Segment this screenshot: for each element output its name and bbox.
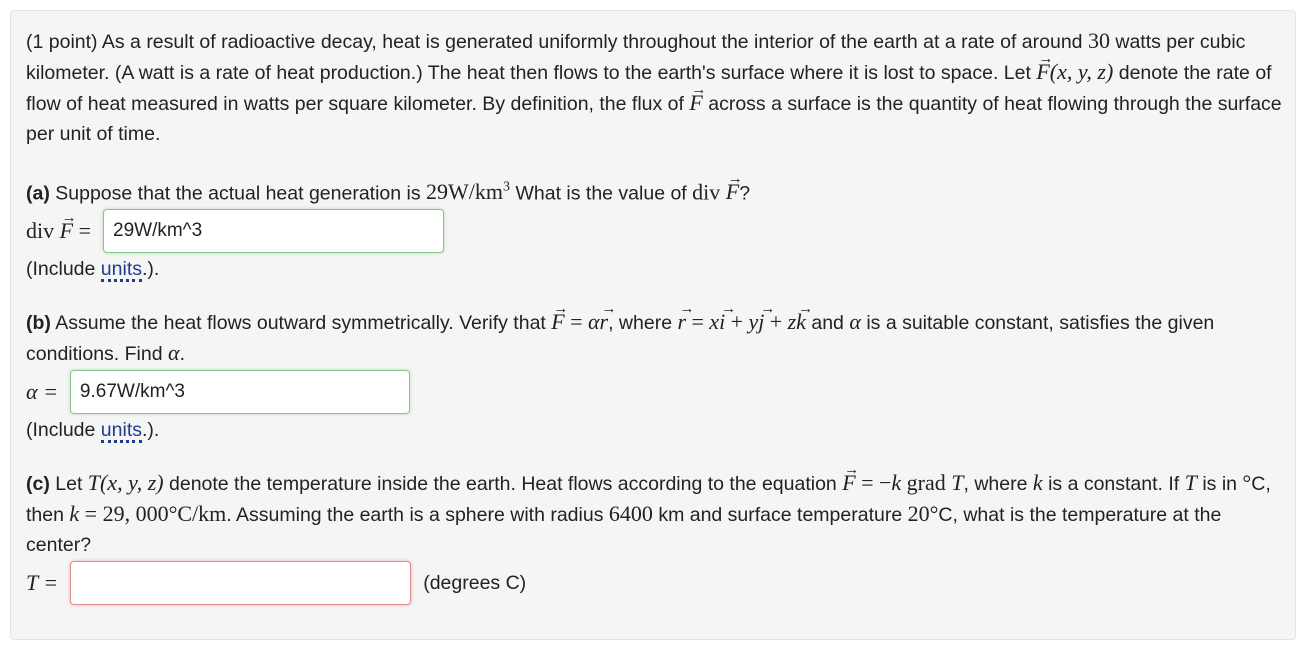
problem-content <box>26 26 1286 629</box>
answer-input-a[interactable]: 29W/km^3 <box>103 209 444 253</box>
units-help-link-b[interactable]: units <box>100 419 142 442</box>
problem-panel <box>10 10 1296 640</box>
part-c <box>26 468 1286 606</box>
problem-intro: (1 point) As a result of radioactive decay, heat is generated uniformly throughout the interior of the earth at a rate of around 30 watts per cubic kilometer. (A watt is a rate of heat production.) The heat then flows to the earth's surface where it is lost to space. Let F →(x, y, z) denote the rate of flow of heat measured in watts per square kilometer. By definition, the flux of F → across a surface is the quantity of heat flowing through the surface per unit of time. <box>26 26 1286 149</box>
part-a <box>26 173 1286 284</box>
part-b <box>26 307 1286 445</box>
units-note-b: (Include units.). <box>26 419 160 442</box>
units-note-a: (Include units.). <box>26 258 160 281</box>
part-b-question: (b) Assume the heat flows outward symmetrically. Verify that F → = αr →, where r → = xi → + yj → + zk → and α is a suitable constant, satisfies the given conditions. Find α. <box>26 307 1286 369</box>
alpha-label: α = <box>26 379 58 405</box>
part-c-answer-row <box>26 560 1286 606</box>
part-c-question: (c) Let T(x, y, z) denote the temperature inside the earth. Heat flows according to the equation F → = −k grad T, where k is a constant. If T is in °C, then k = 29, 000°C/km. Assuming the earth is a sphere with radius 6400 km and surface temperature 20°C, what is the temperature at the center? <box>26 468 1286 560</box>
t-label: T = <box>26 570 59 596</box>
degrees-label: (degrees C) <box>423 572 527 595</box>
part-a-question: (a) Suppose that the actual heat generation is $29W/km^3$ What is the value of div F →? <box>26 173 1286 208</box>
part-b-answer-row <box>26 369 1286 415</box>
part-a-answer-row <box>26 208 1286 254</box>
answer-input-b[interactable]: 9.67W/km^3 <box>70 370 410 414</box>
answer-input-c[interactable] <box>70 561 411 605</box>
units-help-link-a[interactable]: units <box>100 258 142 281</box>
div-f-label: div F → = <box>26 216 91 246</box>
